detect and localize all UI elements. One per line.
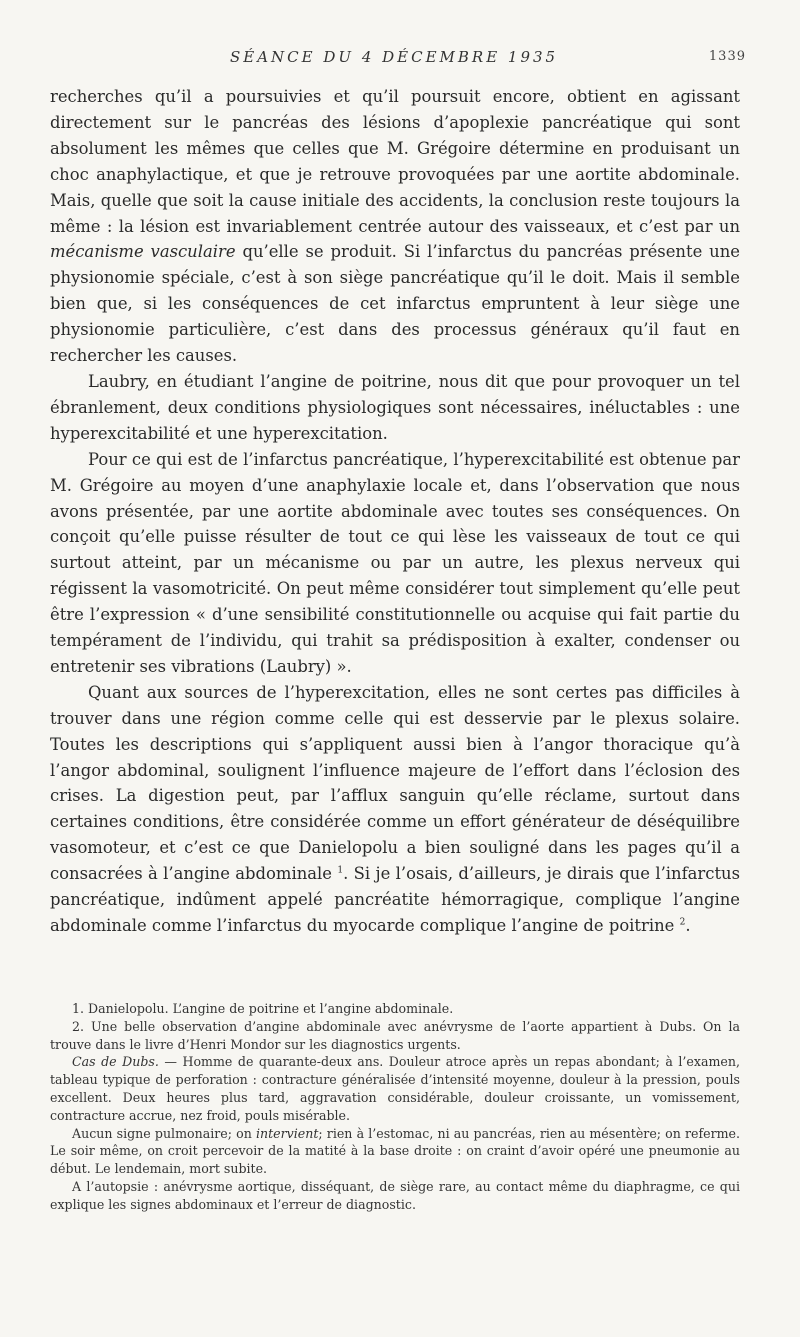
paragraph-1-text-a: recherches qu’il a poursuivies et qu’il poursuit encore, obtient en agissant directement sur le pancréas des lésions d’apoplexie pancréatique qui sont absolument les mêmes que celles que M. Grégoire détermine en produisant un choc anaphylactique, et que je retrouve provoquées par une aortite abdominale. Mais, quelle que soit la cause initiale des accidents, la conclusion reste toujours la même : la lésion est invariablement centrée autour des vaisseaux, et c’est par un [50,87,740,236]
paragraph-4-text-a: Quant aux sources de l’hyperexcitation, elles ne sont certes pas difficiles à trouver dans une région comme celle qui est desservie par le plexus solaire. Toutes les descriptions qui s’appliquent aussi bien à l’angor thoracique qu’à l’angor abdominal, soulignent l’influence majeure de l’effort dans l’éclosion des crises. La digestion peut, par l’afflux sanguin qu’elle réclame, surtout dans certaines conditions, être considérée comme un effort générateur de déséquilibre vasomoteur, et c’est ce que Danielopolu a bien souligné dans les pages qu’il a consacrées à l’angine abdominale [50,682,740,884]
document-page [50,0,746,1337]
footnote-1: 1. Danielopolu. L’angine de poitrine et l’angine abdominale. [72,1001,454,1016]
footnote-case-continued-emphasis: intervient [255,1125,319,1141]
paragraph-2: Laubry, en étudiant l’angine de poitrine, nous dit que pour provoquer un tel ébranlement, deux conditions physiologiques sont nécessaires, inéluctables : une hyperexcitabilité et une hyperexcitation. [50,371,740,443]
paragraph-3: Pour ce qui est de l’infarctus pancréatique, l’hyperexcitabilité est obtenue par M. Grégoire au moyen d’une anaphylaxie locale et, dans l’observation que nous avons présentée, par une aortite abdominale avec toutes ses conséquences. On conçoit qu’elle puisse résulter de tout ce qui lèse les vaisseaux de tout ce qui surtout atteint, par un mécanisme ou par un autre, les plexus nerveux qui régissent la vasomotricité. On peut même considérer tout simplement qu’elle peut être l’expression « d’une sensibilité constitutionnelle ou acquise qui fait partie du tempérament de l’individu, qui trahit sa prédisposition à exalter, condenser ou entretenir ses vibrations (Laubry) ». [50,449,740,676]
paragraph-1 [50,84,740,369]
footnote-2: 2. Une belle observation d’angine abdominale avec anévrysme de l’aorte appartient à Dubs. On la trouve dans le livre d’Henri Mondor sur les diagnostics urgents. [50,1018,740,1052]
paragraph-1-text-b: qu’elle se produit. Si l’infarctus du pancréas présente une physionomie spéciale, c’est à son siège pancréatique qu’il le doit. Mais il semble bien que, si les conséquences de cet infarctus empruntent à leur siège une physionomie particulière, c’est dans des processus généraux qu’il faut en rechercher les causes. [50,242,740,366]
footnote-ref-1[interactable]: 1 [337,865,344,876]
body-text [50,84,740,939]
footnote-case [50,1053,740,1124]
paragraph-4-text-b: . Si je l’osais, d’ailleurs, je dirais que l’infarctus pancréatique, indûment appelé pancréatite hémorragique, complique l’angine abdominale comme l’infarctus du myocarde complique l’angine de poitrine [50,864,740,935]
header-title: SÉANCE DU 4 DÉCEMBRE 1935 [230,48,559,66]
footnote-case-continued-b: ; rien à l’estomac, ni au pancréas, rien au mésentère; on referme. Le soir même, on croit percevoir de la matité à la base droite : on craint d’avoir opéré une pneumonie au début. Le lendemain, mort subite. [50,1125,741,1177]
footnotes [50,1000,740,1214]
footnote-case-title: Cas de Dubs. [72,1054,159,1070]
footnote-autopsy: A l’autopsie : anévrysme aortique, disséquant, de siège rare, au contact même du diaphragme, ce qui explique les signes abdominaux et l’erreur de diagnostic. [50,1178,740,1212]
page-number: 1339 [708,49,746,64]
running-header [50,48,746,72]
footnote-case-continued-a: Aucun signe pulmonaire; on [72,1125,256,1141]
paragraph-4 [50,680,740,939]
footnote-ref-2[interactable]: 2 [679,917,686,928]
paragraph-1-emphasis: mécanisme vasculaire [50,242,236,262]
paragraph-4-text-c: . [685,916,691,935]
footnote-case-continued [50,1125,740,1178]
footnote-case-text: — Homme de quarante-deux ans. Douleur atroce après un repas abondant; à l’examen, tableau typique de perforation : contracture généralisée d’intensité moyenne, douleur à la pression, pouls excellent. Deux heures plus tard, aggravation considérable, douleur croissante, un vomissement, contracture accrue, nez froid, pouls misérable. [50,1054,740,1123]
